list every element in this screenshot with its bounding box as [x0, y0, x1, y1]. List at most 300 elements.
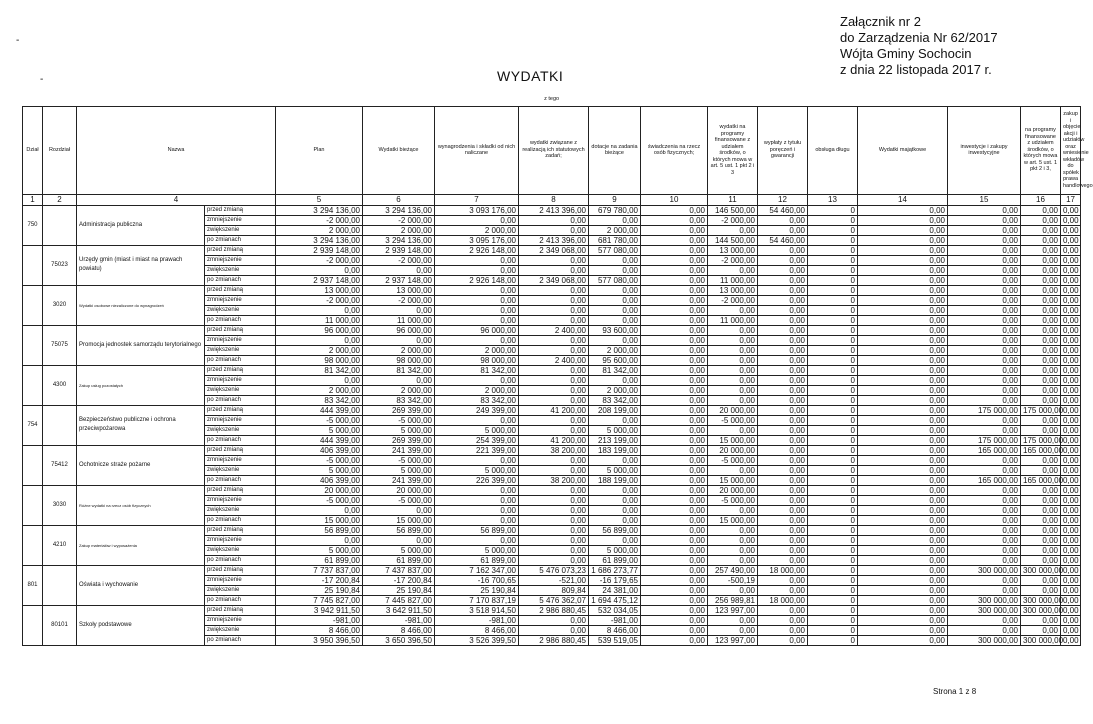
value-cell: 0,00: [1021, 585, 1061, 595]
value-cell: 444 399,00: [276, 435, 363, 445]
value-cell: 96 000,00: [276, 325, 363, 335]
value-cell: 7 737 837,00: [276, 565, 363, 575]
value-cell: 3 294 136,00: [276, 235, 363, 245]
value-cell: 300 000,00: [948, 635, 1021, 645]
value-cell: 0: [808, 265, 858, 275]
row-label: po zmianach: [205, 355, 276, 365]
value-cell: 0,00: [858, 585, 948, 595]
value-cell: 0,00: [1021, 285, 1061, 295]
row-label: zwiększenie: [205, 345, 276, 355]
value-cell: 0,00: [858, 605, 948, 615]
value-cell: 0,00: [276, 335, 363, 345]
value-cell: 257 490,00: [708, 565, 758, 575]
value-cell: -16 700,65: [435, 575, 519, 585]
value-cell: 0,00: [858, 285, 948, 295]
value-cell: 0,00: [858, 615, 948, 625]
value-cell: 0,00: [758, 625, 808, 635]
value-cell: 5 000,00: [363, 425, 435, 435]
value-cell: 175 000,00: [948, 405, 1021, 415]
value-cell: 0,00: [858, 445, 948, 455]
value-cell: 0,00: [435, 285, 519, 295]
value-cell: 8 466,00: [589, 625, 641, 635]
value-cell: 0,00: [1021, 415, 1061, 425]
value-cell: 0,00: [1021, 375, 1061, 385]
value-cell: 0,00: [589, 255, 641, 265]
value-cell: 0: [808, 475, 858, 485]
value-cell: 0,00: [363, 335, 435, 345]
value-cell: 5 000,00: [589, 465, 641, 475]
row-label: przed zmianą: [205, 365, 276, 375]
value-cell: 0,00: [758, 255, 808, 265]
value-cell: 0,00: [858, 345, 948, 355]
value-cell: 2 926 148,00: [435, 275, 519, 285]
value-cell: 83 342,00: [363, 395, 435, 405]
value-cell: 0: [808, 445, 858, 455]
value-cell: 24 381,00: [589, 585, 641, 595]
value-cell: 0,00: [858, 555, 948, 565]
value-cell: 0,00: [1061, 615, 1081, 625]
value-cell: 0,00: [519, 465, 589, 475]
row-label: po zmianach: [205, 235, 276, 245]
value-cell: 0: [808, 425, 858, 435]
value-cell: 81 342,00: [589, 365, 641, 375]
column-number: 7: [435, 194, 519, 205]
value-cell: 300 000,00: [1021, 605, 1061, 615]
value-cell: 0,00: [708, 225, 758, 235]
value-cell: -2 000,00: [708, 215, 758, 225]
value-cell: 15 000,00: [708, 475, 758, 485]
row-label: zmniejszenie: [205, 495, 276, 505]
value-cell: 0,00: [1021, 485, 1061, 495]
value-cell: 0,00: [1021, 525, 1061, 535]
value-cell: 0,00: [1061, 415, 1081, 425]
value-cell: 2 986 880,45: [519, 635, 589, 645]
value-cell: -17 200,84: [276, 575, 363, 585]
value-cell: 0,00: [858, 275, 948, 285]
value-cell: 0,00: [758, 325, 808, 335]
value-cell: 0: [808, 535, 858, 545]
value-cell: 146 500,00: [708, 205, 758, 215]
row-label: zmniejszenie: [205, 575, 276, 585]
value-cell: 0,00: [758, 555, 808, 565]
value-cell: 0,00: [363, 305, 435, 315]
value-cell: 0,00: [858, 375, 948, 385]
value-cell: 38 200,00: [519, 445, 589, 455]
col-majatkowe: Wydatki majątkowe: [858, 106, 948, 194]
value-cell: 61 899,00: [276, 555, 363, 565]
value-cell: 0,00: [435, 485, 519, 495]
value-cell: 0,00: [641, 295, 708, 305]
section-name: Oświata i wychowanie: [77, 565, 205, 605]
row-label: zwiększenie: [205, 545, 276, 555]
value-cell: 0,00: [1061, 525, 1081, 535]
value-cell: 2 000,00: [276, 385, 363, 395]
value-cell: 0,00: [1061, 225, 1081, 235]
value-cell: 0,00: [519, 295, 589, 305]
value-cell: 0,00: [758, 425, 808, 435]
value-cell: 15 000,00: [276, 515, 363, 525]
value-cell: 98 000,00: [363, 355, 435, 365]
value-cell: 539 519,05: [589, 635, 641, 645]
value-cell: 61 899,00: [589, 555, 641, 565]
value-cell: 0,00: [948, 375, 1021, 385]
value-cell: 0,00: [641, 635, 708, 645]
value-cell: 0,00: [1021, 345, 1061, 355]
dzial-code: [23, 485, 43, 525]
row-label: po zmianach: [205, 395, 276, 405]
rozdzial-code: 3030: [43, 485, 77, 525]
value-cell: 175 000,00: [1021, 405, 1061, 415]
value-cell: 0,00: [858, 385, 948, 395]
value-cell: 0,00: [641, 265, 708, 275]
row-label: zmniejszenie: [205, 375, 276, 385]
table-body: [23, 205, 1081, 645]
value-cell: 0,00: [858, 495, 948, 505]
value-cell: 0,00: [641, 405, 708, 415]
rozdzial-code: 75412: [43, 445, 77, 485]
value-cell: 0,00: [1061, 425, 1081, 435]
value-cell: 20 000,00: [276, 485, 363, 495]
value-cell: 2 926 148,00: [435, 245, 519, 255]
value-cell: 0: [808, 635, 858, 645]
value-cell: 0,00: [948, 625, 1021, 635]
value-cell: 0,00: [758, 465, 808, 475]
value-cell: 0,00: [948, 285, 1021, 295]
page-title: WYDATKI: [497, 68, 564, 84]
header-line: Załącznik nr 2: [840, 14, 921, 29]
value-cell: 0,00: [435, 265, 519, 275]
value-cell: 0,00: [363, 265, 435, 275]
value-cell: 300 000,00: [1021, 565, 1061, 575]
value-cell: 0,00: [519, 395, 589, 405]
value-cell: 2 400,00: [519, 325, 589, 335]
value-cell: 0,00: [589, 295, 641, 305]
value-cell: 0,00: [708, 535, 758, 545]
value-cell: 241 399,00: [363, 475, 435, 485]
section-name: Promocja jednostek samorządu terytorialnego: [77, 325, 205, 365]
table-header: [23, 92, 1093, 205]
column-number: 5: [276, 194, 363, 205]
value-cell: 0,00: [1021, 455, 1061, 465]
value-cell: 0,00: [1021, 385, 1061, 395]
value-cell: 0,00: [948, 205, 1021, 215]
value-cell: 0,00: [758, 585, 808, 595]
value-cell: 96 000,00: [435, 325, 519, 335]
value-cell: -5 000,00: [708, 415, 758, 425]
header-line: Wójta Gminy Sochocin: [840, 46, 972, 61]
row-label: zmniejszenie: [205, 335, 276, 345]
value-cell: 0,00: [519, 335, 589, 345]
value-cell: 0,00: [589, 415, 641, 425]
value-cell: 5 000,00: [276, 425, 363, 435]
value-cell: 11 000,00: [363, 315, 435, 325]
value-cell: 0: [808, 485, 858, 495]
row-label: zwiększenie: [205, 265, 276, 275]
row-label: zwiększenie: [205, 585, 276, 595]
value-cell: 0,00: [519, 455, 589, 465]
value-cell: 0,00: [708, 425, 758, 435]
value-cell: -981,00: [435, 615, 519, 625]
value-cell: 0: [808, 285, 858, 295]
value-cell: 0,00: [858, 625, 948, 635]
value-cell: 0,00: [641, 585, 708, 595]
value-cell: 0,00: [519, 625, 589, 635]
value-cell: 809,84: [519, 585, 589, 595]
value-cell: 0,00: [758, 505, 808, 515]
value-cell: 165 000,00: [1021, 475, 1061, 485]
value-cell: 0,00: [589, 375, 641, 385]
row-label: zwiększenie: [205, 465, 276, 475]
value-cell: 0,00: [1061, 255, 1081, 265]
value-cell: 2 000,00: [363, 385, 435, 395]
value-cell: -2 000,00: [708, 295, 758, 305]
value-cell: 0,00: [948, 395, 1021, 405]
value-cell: 56 899,00: [363, 525, 435, 535]
value-cell: 0,00: [1021, 315, 1061, 325]
value-cell: 0,00: [519, 545, 589, 555]
value-cell: 0,00: [948, 275, 1021, 285]
value-cell: 300 000,00: [1021, 595, 1061, 605]
value-cell: 175 000,00: [1021, 435, 1061, 445]
value-cell: 0,00: [1061, 595, 1081, 605]
value-cell: 0,00: [1061, 315, 1081, 325]
value-cell: 0,00: [1061, 485, 1081, 495]
value-cell: 0,00: [948, 325, 1021, 335]
page-footer: Strona 1 z 8: [933, 687, 977, 696]
value-cell: 208 199,00: [589, 405, 641, 415]
value-cell: 54 460,00: [758, 205, 808, 215]
value-cell: 0,00: [589, 315, 641, 325]
row-label: zmniejszenie: [205, 415, 276, 425]
value-cell: 0,00: [519, 425, 589, 435]
value-cell: 0,00: [758, 635, 808, 645]
value-cell: 11 000,00: [708, 315, 758, 325]
value-cell: 0,00: [1061, 325, 1081, 335]
value-cell: 41 200,00: [519, 405, 589, 415]
value-cell: 0,00: [641, 255, 708, 265]
value-cell: 0,00: [1021, 275, 1061, 285]
value-cell: 20 000,00: [708, 445, 758, 455]
col-obsluga: obsługa długu: [808, 106, 858, 194]
value-cell: 0: [808, 405, 858, 415]
value-cell: 61 899,00: [435, 555, 519, 565]
value-cell: 0,00: [948, 305, 1021, 315]
value-cell: 0: [808, 305, 858, 315]
value-cell: 0: [808, 605, 858, 615]
value-cell: -5 000,00: [363, 495, 435, 505]
value-cell: 0,00: [758, 395, 808, 405]
value-cell: 0,00: [641, 415, 708, 425]
value-cell: 0: [808, 525, 858, 535]
row-label: przed zmianą: [205, 445, 276, 455]
row-label: po zmianach: [205, 275, 276, 285]
value-cell: 0,00: [435, 335, 519, 345]
value-cell: 0,00: [948, 575, 1021, 585]
value-cell: 0,00: [641, 275, 708, 285]
col-wyplaty: wypłaty z tytułu poręczeń i gwarancji: [758, 106, 808, 194]
value-cell: 2 000,00: [435, 385, 519, 395]
value-cell: 0: [808, 575, 858, 585]
row-label: zwiększenie: [205, 225, 276, 235]
column-number: 11: [708, 194, 758, 205]
value-cell: 0,00: [519, 365, 589, 375]
dzial-code: [23, 365, 43, 405]
value-cell: 0,00: [858, 205, 948, 215]
value-cell: 0,00: [276, 265, 363, 275]
value-cell: 0,00: [1061, 305, 1081, 315]
value-cell: 11 000,00: [276, 315, 363, 325]
value-cell: 83 342,00: [435, 395, 519, 405]
table-row: [23, 205, 1081, 215]
value-cell: 3 950 396,50: [276, 635, 363, 645]
value-cell: 0,00: [948, 265, 1021, 275]
value-cell: 0,00: [641, 605, 708, 615]
value-cell: 0,00: [1061, 435, 1081, 445]
value-cell: 0,00: [641, 235, 708, 245]
section-name: Urzędy gmin (miast i miast na prawach powiatu): [77, 245, 205, 285]
value-cell: 0,00: [1061, 445, 1081, 455]
value-cell: 0,00: [948, 235, 1021, 245]
value-cell: -16 179,65: [589, 575, 641, 585]
value-cell: 0,00: [1021, 265, 1061, 275]
value-cell: 3 093 176,00: [435, 205, 519, 215]
value-cell: 0,00: [1021, 505, 1061, 515]
value-cell: 0,00: [641, 245, 708, 255]
value-cell: 0,00: [1021, 295, 1061, 305]
value-cell: 0: [808, 335, 858, 345]
value-cell: 0: [808, 565, 858, 575]
col-plan: Plan: [276, 106, 363, 194]
value-cell: 0,00: [1021, 395, 1061, 405]
value-cell: 0,00: [948, 215, 1021, 225]
rozdzial-code: 80101: [43, 605, 77, 645]
value-cell: 0,00: [589, 495, 641, 505]
value-cell: 0,00: [858, 295, 948, 305]
column-number: 8: [519, 194, 589, 205]
value-cell: 3 642 911,50: [363, 605, 435, 615]
value-cell: 0,00: [1061, 365, 1081, 375]
value-cell: 0,00: [858, 335, 948, 345]
expenses-table: [22, 92, 1093, 646]
col-zakup: zakup i objęcie akcji i udziałów oraz wniesienie wkładów do spółek prawa handlowego: [1061, 106, 1081, 194]
value-cell: 0,00: [1021, 325, 1061, 335]
col-dotacje: dotacje na zadania bieżące: [589, 106, 641, 194]
value-cell: 0,00: [948, 525, 1021, 535]
value-cell: 0,00: [948, 455, 1021, 465]
value-cell: 0,00: [1021, 235, 1061, 245]
value-cell: 0,00: [641, 515, 708, 525]
value-cell: 0,00: [641, 305, 708, 315]
value-cell: 0,00: [758, 495, 808, 505]
value-cell: 0,00: [641, 205, 708, 215]
row-label: zmniejszenie: [205, 615, 276, 625]
value-cell: 98 000,00: [276, 355, 363, 365]
value-cell: 5 000,00: [589, 545, 641, 555]
section-name: Wydatki osobowe niezaliczone do wynagrodzeń: [77, 285, 205, 325]
value-cell: 0,00: [758, 445, 808, 455]
value-cell: 0,00: [641, 555, 708, 565]
value-cell: 2 939 148,00: [363, 245, 435, 255]
column-number: 12: [758, 194, 808, 205]
value-cell: 2 937 148,00: [363, 275, 435, 285]
value-cell: 2 000,00: [589, 225, 641, 235]
value-cell: 81 342,00: [363, 365, 435, 375]
value-cell: 0,00: [758, 305, 808, 315]
value-cell: 0: [808, 515, 858, 525]
value-cell: 0,00: [519, 265, 589, 275]
value-cell: 0,00: [948, 415, 1021, 425]
value-cell: 7 745 827,00: [276, 595, 363, 605]
value-cell: 0,00: [589, 485, 641, 495]
col-dzial: Dział: [23, 106, 43, 194]
value-cell: 0,00: [858, 235, 948, 245]
value-cell: 0: [808, 585, 858, 595]
value-cell: 1 686 273,77: [589, 565, 641, 575]
row-label: zmniejszenie: [205, 295, 276, 305]
value-cell: 0,00: [858, 405, 948, 415]
value-cell: 0,00: [435, 375, 519, 385]
value-cell: 25 190,84: [435, 585, 519, 595]
value-cell: 0,00: [708, 625, 758, 635]
table-row: [23, 325, 1081, 335]
value-cell: 0,00: [435, 415, 519, 425]
value-cell: 95 600,00: [589, 355, 641, 365]
value-cell: 0,00: [435, 255, 519, 265]
value-cell: 0: [808, 315, 858, 325]
document-header: [840, 14, 998, 78]
value-cell: 0,00: [435, 315, 519, 325]
column-number: 2: [43, 194, 77, 205]
value-cell: 7 437 837,00: [363, 565, 435, 575]
value-cell: 0,00: [1061, 625, 1081, 635]
value-cell: 0,00: [948, 335, 1021, 345]
value-cell: 0,00: [641, 365, 708, 375]
row-label: po zmianach: [205, 475, 276, 485]
value-cell: 0,00: [641, 595, 708, 605]
value-cell: 0,00: [589, 265, 641, 275]
table-row: [23, 605, 1081, 615]
value-cell: 2 939 148,00: [276, 245, 363, 255]
value-cell: 13 000,00: [708, 245, 758, 255]
value-cell: 0,00: [1021, 335, 1061, 345]
value-cell: 0,00: [519, 515, 589, 525]
value-cell: 123 997,00: [708, 605, 758, 615]
value-cell: 0,00: [276, 505, 363, 515]
value-cell: 0,00: [1061, 535, 1081, 545]
value-cell: 0,00: [1061, 295, 1081, 305]
value-cell: 0: [808, 345, 858, 355]
value-cell: 5 000,00: [276, 465, 363, 475]
value-cell: 0,00: [758, 385, 808, 395]
value-cell: 0,00: [858, 225, 948, 235]
value-cell: 0,00: [363, 375, 435, 385]
value-cell: 0: [808, 595, 858, 605]
value-cell: 2 413 396,00: [519, 235, 589, 245]
value-cell: 0,00: [519, 535, 589, 545]
value-cell: 0,00: [758, 335, 808, 345]
value-cell: 0,00: [519, 485, 589, 495]
column-number: 17: [1061, 194, 1081, 205]
value-cell: 0,00: [589, 285, 641, 295]
value-cell: 0: [808, 395, 858, 405]
value-cell: 0,00: [1061, 635, 1081, 645]
value-cell: 0: [808, 365, 858, 375]
value-cell: 0,00: [858, 425, 948, 435]
value-cell: 0,00: [435, 515, 519, 525]
header-line: do Zarządzenia Nr 62/2017: [840, 30, 998, 45]
value-cell: 0,00: [1061, 375, 1081, 385]
value-cell: 681 780,00: [589, 235, 641, 245]
